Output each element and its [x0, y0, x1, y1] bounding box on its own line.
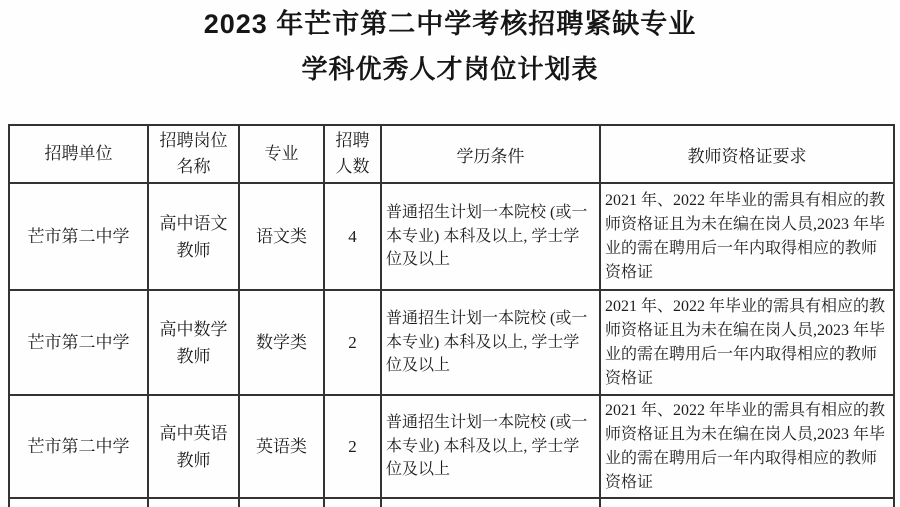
page-title-line2: 学科优秀人才岗位计划表 — [301, 54, 599, 84]
header-count: 招聘人数 — [324, 125, 381, 183]
header-education: 学历条件 — [381, 125, 600, 183]
table-cell-unit: 芒市第二中学 — [9, 183, 148, 290]
table-cell-count: 2 — [324, 290, 381, 395]
table-cell-unit: 芒市第二中学 — [9, 395, 148, 498]
table-cell-certificate: 2021 年、2022 年毕业的需具有相应的教师资格证且为未在编在岗人员,2023 年毕业的需在聘用后一年内取得相应的教师资格证 — [600, 290, 894, 395]
table-cell-major: 语文类 — [239, 183, 324, 290]
table-cell-empty — [148, 498, 239, 507]
table-row-partial — [9, 498, 894, 507]
table-cell-education: 普通招生计划一本院校 (或一本专业) 本科及以上, 学士学位及以上 — [381, 395, 600, 498]
table-row — [9, 395, 894, 498]
header-certificate: 教师资格证要求 — [600, 125, 894, 183]
table-cell-empty — [9, 498, 148, 507]
header-major: 专业 — [239, 125, 324, 183]
table-cell-certificate: 2021 年、2022 年毕业的需具有相应的教师资格证且为未在编在岗人员,2023 年毕业的需在聘用后一年内取得相应的教师资格证 — [600, 183, 894, 290]
page-title — [0, 0, 900, 84]
table-cell-major: 数学类 — [239, 290, 324, 395]
table-cell-position: 高中语文教师 — [148, 183, 239, 290]
header-position: 招聘岗位名称 — [148, 125, 239, 183]
table-cell-empty — [600, 498, 894, 507]
table-cell-empty — [239, 498, 324, 507]
table-cell-certificate: 2021 年、2022 年毕业的需具有相应的教师资格证且为未在编在岗人员,2023 年毕业的需在聘用后一年内取得相应的教师资格证 — [600, 395, 894, 498]
table-row — [9, 290, 894, 395]
table-cell-position: 高中英语教师 — [148, 395, 239, 498]
table-cell-count: 4 — [324, 183, 381, 290]
table-cell-empty — [324, 498, 381, 507]
table-row — [9, 183, 894, 290]
header-unit: 招聘单位 — [9, 125, 148, 183]
recruitment-plan-table — [8, 124, 895, 507]
table-cell-empty — [381, 498, 600, 507]
table-header-row — [9, 125, 894, 183]
table-cell-major: 英语类 — [239, 395, 324, 498]
table-cell-education: 普通招生计划一本院校 (或一本专业) 本科及以上, 学士学位及以上 — [381, 290, 600, 395]
table-cell-unit: 芒市第二中学 — [9, 290, 148, 395]
page-title-line1: 2023 年芒市第二中学考核招聘紧缺专业 — [203, 9, 697, 39]
table-cell-position: 高中数学教师 — [148, 290, 239, 395]
table-cell-education: 普通招生计划一本院校 (或一本专业) 本科及以上, 学士学位及以上 — [381, 183, 600, 290]
table-cell-count: 2 — [324, 395, 381, 498]
